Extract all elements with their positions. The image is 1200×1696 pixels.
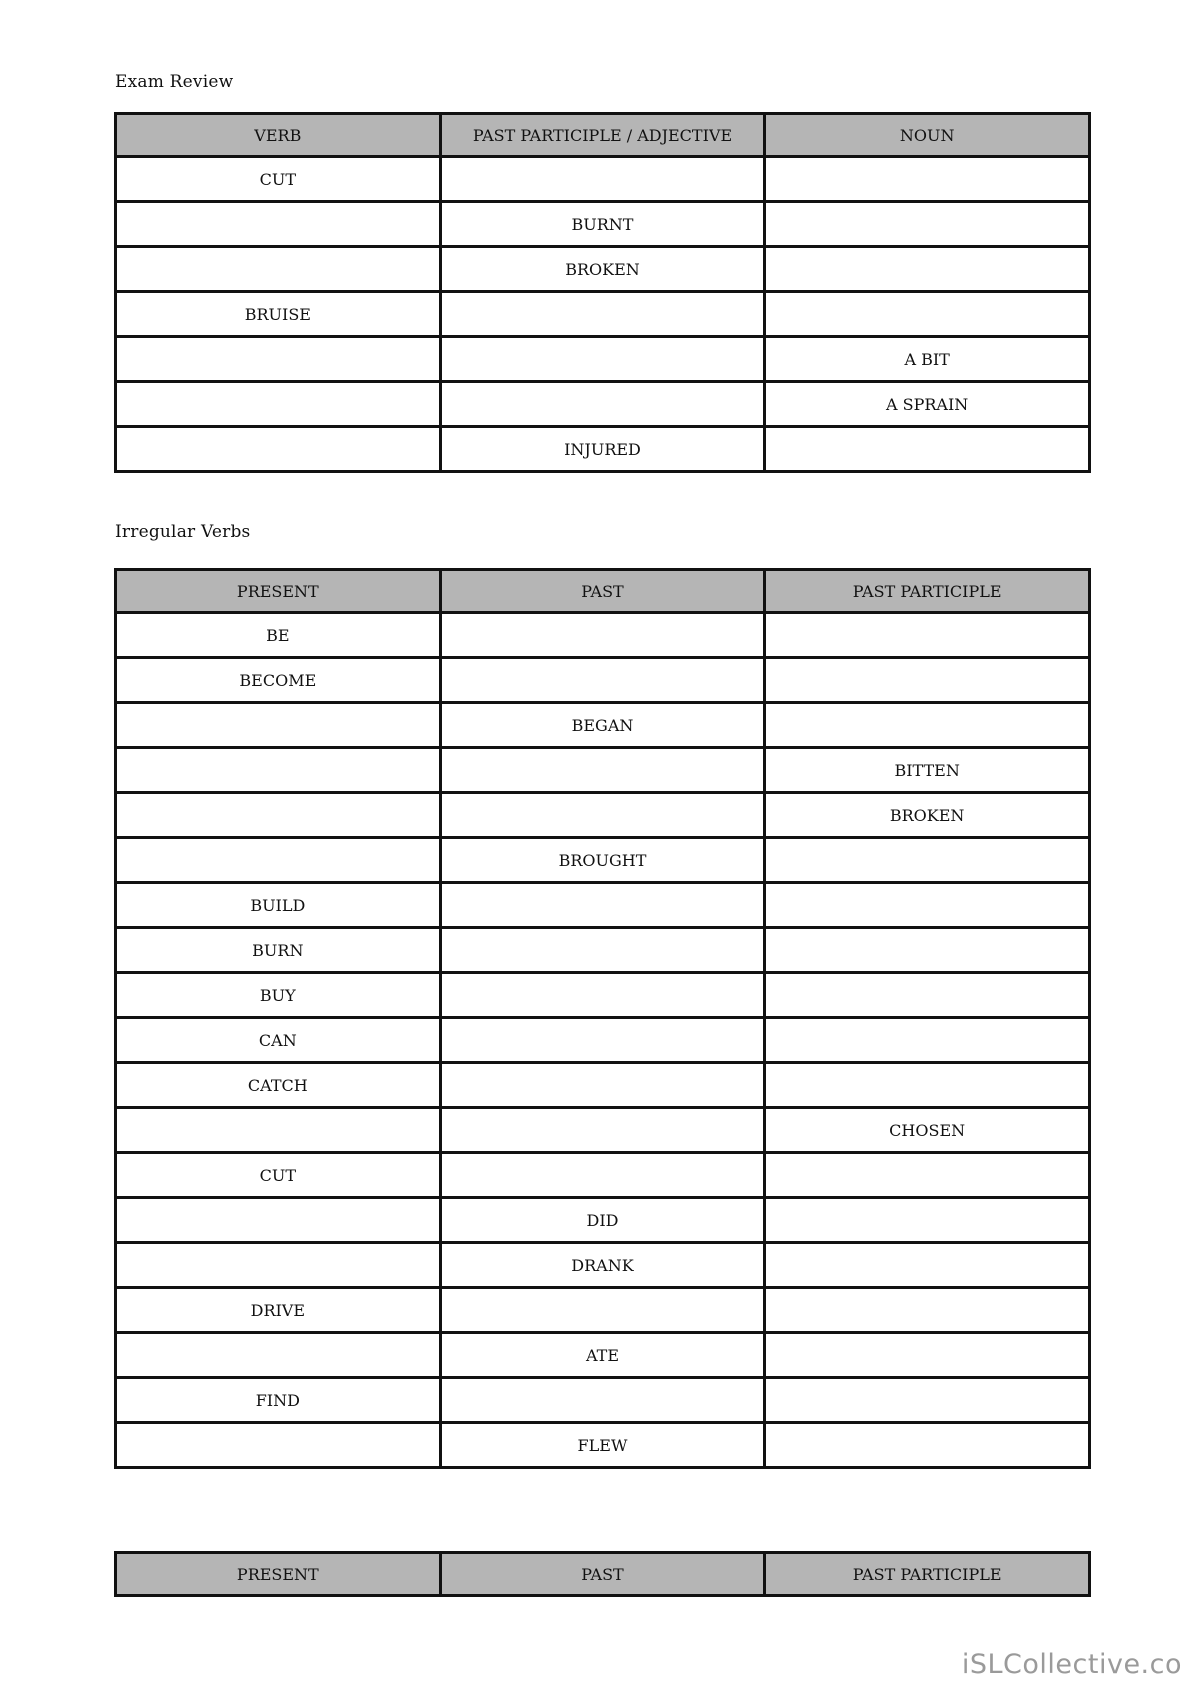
blank-answer-cell[interactable] [440,1063,765,1108]
watermark: iSLCollective.co [961,1649,1182,1680]
blank-answer-cell[interactable] [765,157,1090,202]
blank-answer-cell[interactable] [440,382,765,427]
header-verb: VERB [116,114,441,157]
blank-answer-cell[interactable] [765,838,1090,883]
table-header-row [116,114,1090,157]
table-cell: CHOSEN [765,1108,1090,1153]
table-cell: A SPRAIN [765,382,1090,427]
continuation-table [114,1551,1091,1597]
blank-answer-cell[interactable] [440,1288,765,1333]
exam-review-table [114,112,1091,473]
table-cell: CAN [116,1018,441,1063]
table-cell: ATE [440,1333,765,1378]
blank-answer-cell[interactable] [440,748,765,793]
table-cell: BE [116,613,441,658]
table-cell: CUT [116,1153,441,1198]
header-past-participle-adjective: PAST PARTICIPLE / ADJECTIVE [440,114,765,157]
blank-answer-cell[interactable] [765,1198,1090,1243]
table-cell: A BIT [765,337,1090,382]
blank-answer-cell[interactable] [116,1423,441,1468]
table-row [116,247,1090,292]
blank-answer-cell[interactable] [765,613,1090,658]
blank-answer-cell[interactable] [440,883,765,928]
table-row [116,427,1090,472]
table-row [116,748,1090,793]
blank-answer-cell[interactable] [765,1153,1090,1198]
table-row [116,1333,1090,1378]
header-past: PAST [440,570,765,613]
table-cell: BROUGHT [440,838,765,883]
table-row [116,202,1090,247]
blank-answer-cell[interactable] [765,1333,1090,1378]
blank-answer-cell[interactable] [440,973,765,1018]
blank-answer-cell[interactable] [765,202,1090,247]
blank-answer-cell[interactable] [765,1378,1090,1423]
blank-answer-cell[interactable] [765,427,1090,472]
table-cell: FLEW [440,1423,765,1468]
blank-answer-cell[interactable] [765,928,1090,973]
table-row [116,1423,1090,1468]
table-cell: BEGAN [440,703,765,748]
blank-answer-cell[interactable] [116,838,441,883]
blank-answer-cell[interactable] [440,658,765,703]
header-past-participle: PAST PARTICIPLE [765,570,1090,613]
table-row [116,1153,1090,1198]
table-row [116,1243,1090,1288]
header-present: PRESENT [116,1553,441,1596]
table-cell: INJURED [440,427,765,472]
table-cell: BROKEN [440,247,765,292]
blank-answer-cell[interactable] [116,382,441,427]
table-row [116,973,1090,1018]
blank-answer-cell[interactable] [765,247,1090,292]
table-row [116,703,1090,748]
blank-answer-cell[interactable] [765,1288,1090,1333]
blank-answer-cell[interactable] [440,337,765,382]
blank-answer-cell[interactable] [765,658,1090,703]
header-noun: NOUN [765,114,1090,157]
table-cell: BROKEN [765,793,1090,838]
table-cell: BITTEN [765,748,1090,793]
table-row [116,1063,1090,1108]
table-row [116,613,1090,658]
table-cell: BECOME [116,658,441,703]
table-cell: BURNT [440,202,765,247]
exam-review-title: Exam Review [115,72,234,92]
table-row [116,1198,1090,1243]
table-row [116,883,1090,928]
table-cell: BUY [116,973,441,1018]
blank-answer-cell[interactable] [765,1243,1090,1288]
blank-answer-cell[interactable] [116,337,441,382]
table-row [116,1378,1090,1423]
table-header-row [116,570,1090,613]
table-cell: FIND [116,1378,441,1423]
blank-answer-cell[interactable] [765,292,1090,337]
table-row [116,1108,1090,1153]
blank-answer-cell[interactable] [440,1153,765,1198]
header-past: PAST [440,1553,765,1596]
header-past-participle: PAST PARTICIPLE [765,1553,1090,1596]
blank-answer-cell[interactable] [440,292,765,337]
table-cell: DID [440,1198,765,1243]
blank-answer-cell[interactable] [440,613,765,658]
table-row [116,793,1090,838]
blank-answer-cell[interactable] [440,928,765,973]
table-row [116,838,1090,883]
blank-answer-cell[interactable] [440,1108,765,1153]
table-cell: DRIVE [116,1288,441,1333]
table-row [116,382,1090,427]
table-cell: BURN [116,928,441,973]
blank-answer-cell[interactable] [765,1063,1090,1108]
blank-answer-cell[interactable] [116,247,441,292]
table-row [116,1018,1090,1063]
blank-answer-cell[interactable] [765,883,1090,928]
blank-answer-cell[interactable] [765,1018,1090,1063]
blank-answer-cell[interactable] [440,1018,765,1063]
table-row [116,157,1090,202]
irregular-verbs-table [114,568,1091,1469]
blank-answer-cell[interactable] [116,1243,441,1288]
blank-answer-cell[interactable] [765,703,1090,748]
blank-answer-cell[interactable] [116,703,441,748]
blank-answer-cell[interactable] [440,793,765,838]
blank-answer-cell[interactable] [116,1198,441,1243]
blank-answer-cell[interactable] [116,427,441,472]
table-cell: BUILD [116,883,441,928]
header-present: PRESENT [116,570,441,613]
table-row [116,928,1090,973]
blank-answer-cell[interactable] [116,748,441,793]
blank-answer-cell[interactable] [765,1423,1090,1468]
table-header-row [116,1553,1090,1596]
blank-answer-cell[interactable] [440,157,765,202]
table-cell: BRUISE [116,292,441,337]
table-cell: CATCH [116,1063,441,1108]
blank-answer-cell[interactable] [116,1333,441,1378]
table-row [116,658,1090,703]
table-row [116,337,1090,382]
table-row [116,1288,1090,1333]
blank-answer-cell[interactable] [116,1108,441,1153]
table-cell: CUT [116,157,441,202]
table-cell: DRANK [440,1243,765,1288]
irregular-verbs-title: Irregular Verbs [115,522,251,542]
table-row [116,292,1090,337]
blank-answer-cell[interactable] [116,202,441,247]
blank-answer-cell[interactable] [116,793,441,838]
blank-answer-cell[interactable] [440,1378,765,1423]
blank-answer-cell[interactable] [765,973,1090,1018]
